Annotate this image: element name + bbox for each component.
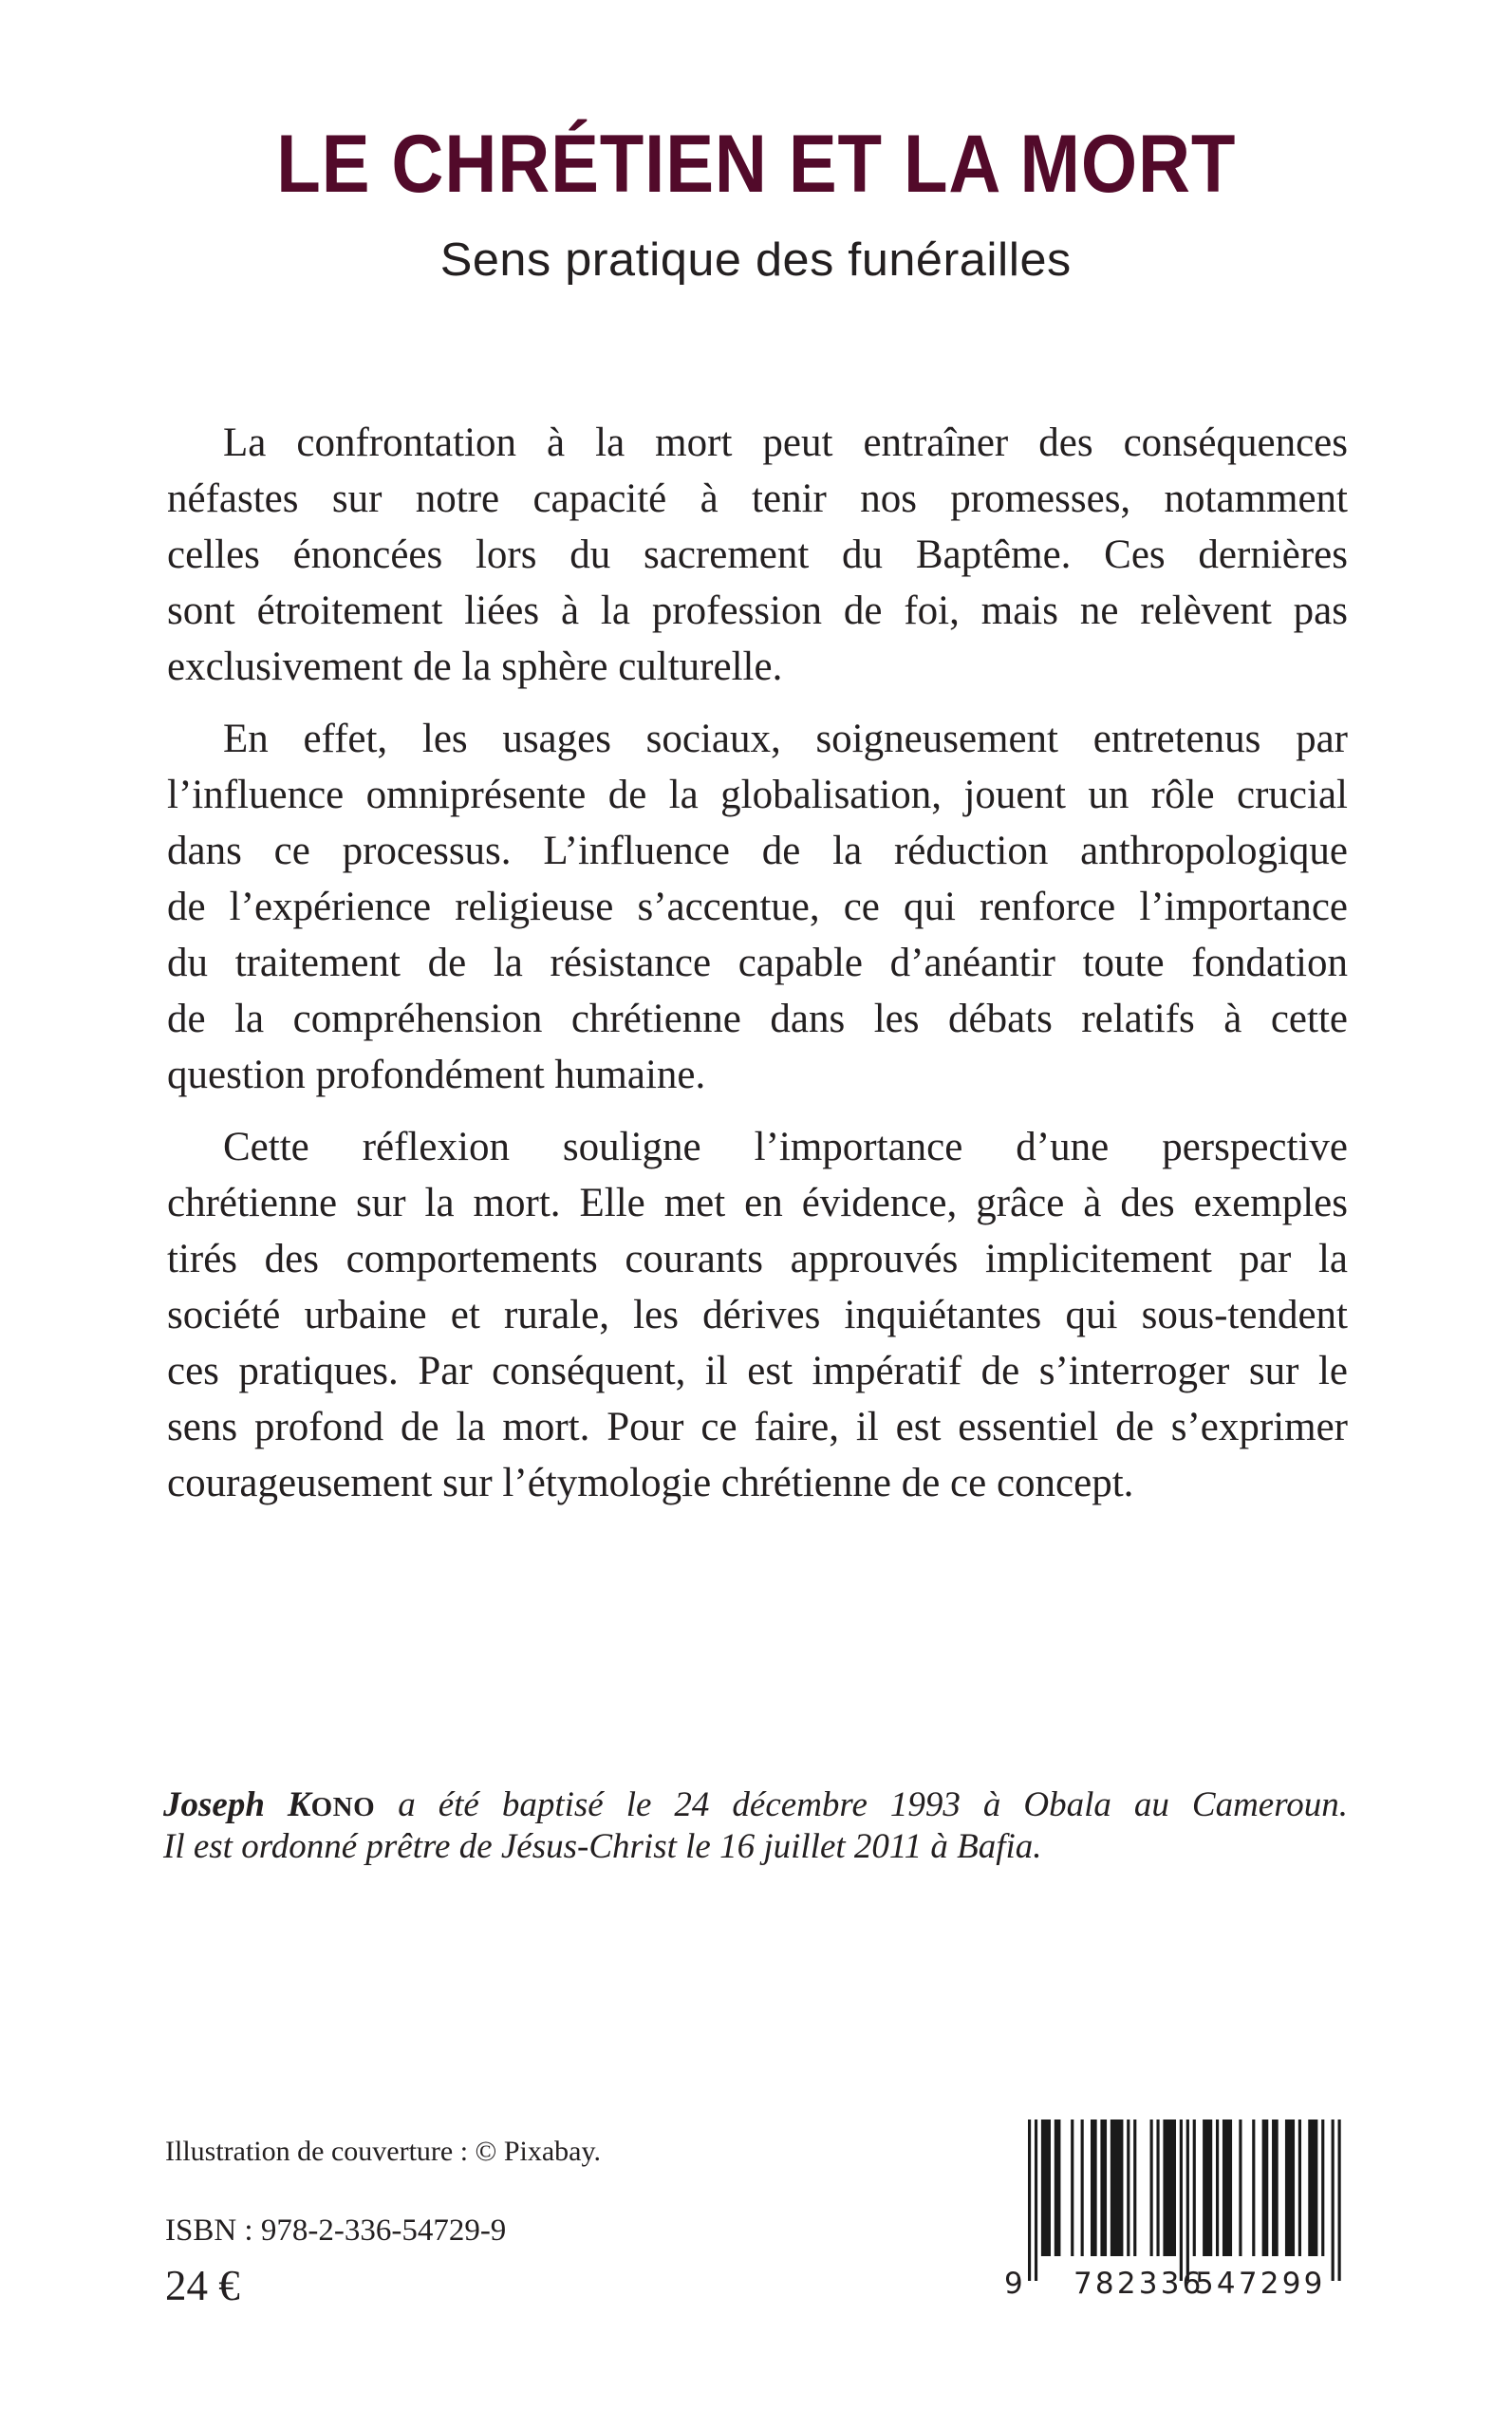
- blurb-line: de la compréhension chrétienne dans les débats relatifs à cette: [167, 997, 1348, 1041]
- barcode-bar: [1150, 2120, 1153, 2256]
- blurb-line: celles énoncées lors du sacrement du Baptême. Ces dernières: [167, 532, 1348, 577]
- barcode-bar: [1091, 2120, 1097, 2256]
- blurb-line: tirés des comportements courants approuvés implicitement par la: [167, 1237, 1348, 1281]
- barcode-digits-left: 782336: [1073, 2267, 1204, 2301]
- barcode-bar: [1133, 2120, 1136, 2256]
- author-bio-text-1: a été baptisé le 24 décembre 1993 à Obala au Cameroun.: [398, 1785, 1349, 1824]
- author-last-name: KONO: [287, 1785, 376, 1824]
- blurb-line: sens profond de la mort. Pour ce faire, il est essentiel de s’exprimer: [167, 1405, 1348, 1449]
- barcode-bar: [1186, 2120, 1189, 2281]
- blurb-line: courageusement sur l’étymologie chrétienne de ce concept.: [167, 1461, 1134, 1505]
- blurb-line: ces pratiques. Par conséquent, il est impératif de s’interroger sur le: [167, 1349, 1348, 1393]
- barcode-bar: [1156, 2120, 1159, 2256]
- barcode-bar: [1100, 2120, 1107, 2256]
- blurb-line: La confrontation à la mort peut entraîner des conséquences: [223, 420, 1348, 465]
- barcode-bar: [1272, 2120, 1279, 2256]
- author-first-name: Joseph: [163, 1785, 265, 1824]
- barcode-bar: [1239, 2120, 1241, 2256]
- barcode-bar: [1163, 2120, 1176, 2256]
- book-subtitle: Sens pratique des funérailles: [439, 234, 1072, 286]
- barcode-bar: [1252, 2120, 1255, 2256]
- barcode-bar: [1180, 2120, 1183, 2281]
- subtitle-block: [0, 230, 1512, 290]
- barcode-bar: [1071, 2120, 1073, 2256]
- barcode-bar: [1308, 2120, 1317, 2256]
- blurb-line: dans ce processus. L’influence de la réduction anthropologique: [167, 829, 1348, 873]
- book-title: LE CHRÉTIEN ET LA MORT: [276, 119, 1237, 210]
- barcode-bar: [1203, 2120, 1212, 2256]
- blurb-line: question profondément humaine.: [167, 1053, 706, 1097]
- blurb-line: sont étroitement liées à la profession de foi, mais ne relèvent pas: [167, 588, 1348, 633]
- barcode-digits-right: 547299: [1195, 2267, 1326, 2301]
- barcode-bar: [1035, 2120, 1037, 2281]
- blurb-line: de l’expérience religieuse s’accentue, ce qui renforce l’importance: [167, 885, 1348, 929]
- blurb-line: néfastes sur notre capacité à tenir nos promesses, notamment: [167, 476, 1348, 521]
- blurb-line: exclusivement de la sphère culturelle.: [167, 644, 783, 689]
- barcode-bar: [1111, 2120, 1124, 2256]
- barcode-bar: [1223, 2120, 1232, 2256]
- barcode-bar: [1193, 2120, 1196, 2256]
- blurb-line: l’influence omniprésente de la globalisation, jouent un rôle crucial: [167, 773, 1348, 817]
- barcode-bar: [1332, 2120, 1335, 2281]
- barcode-bar: [1298, 2120, 1301, 2256]
- blurb-line: du traitement de la résistance capable d’anéantir toute fondation: [167, 941, 1348, 985]
- blurb-line: chrétienne sur la mort. Elle met en évidence, grâce à des exemples: [167, 1181, 1348, 1225]
- isbn-barcode: [997, 2112, 1357, 2302]
- blurb-line: En effet, les usages sociaux, soigneusement entretenus par: [223, 717, 1348, 761]
- barcode-bar: [1055, 2120, 1061, 2256]
- barcode-bar: [1285, 2120, 1295, 2256]
- barcode-bar: [1262, 2120, 1269, 2256]
- barcode-bar: [1216, 2120, 1219, 2256]
- author-bio-line-2: Il est ordonné prêtre de Jésus-Christ le 16 juillet 2011 à Bafia.: [163, 1827, 1042, 1866]
- barcode-bars: [1028, 2120, 1341, 2281]
- barcode-bar: [1028, 2120, 1031, 2281]
- barcode-bar: [1321, 2120, 1324, 2256]
- barcode-digits: [1004, 2267, 1326, 2301]
- price: 24 €: [165, 2262, 240, 2309]
- title-block: [0, 119, 1512, 210]
- author-bio-line-1: [163, 1784, 1348, 1826]
- barcode-bar: [1127, 2120, 1129, 2256]
- blurb-line: société urbaine et rurale, les dérives inquiétantes qui sous-tendent: [167, 1293, 1348, 1337]
- barcode-bar: [1338, 2120, 1341, 2281]
- barcode-digit-first: 9: [1004, 2267, 1023, 2301]
- barcode-bar: [1041, 2120, 1051, 2256]
- blurb-line: Cette réflexion souligne l’importance d’une perspective: [223, 1125, 1348, 1169]
- isbn: ISBN : 978-2-336-54729-9: [165, 2213, 507, 2248]
- barcode-bar: [1081, 2120, 1084, 2256]
- cover-illustration-credit: Illustration de couverture : © Pixabay.: [165, 2136, 602, 2167]
